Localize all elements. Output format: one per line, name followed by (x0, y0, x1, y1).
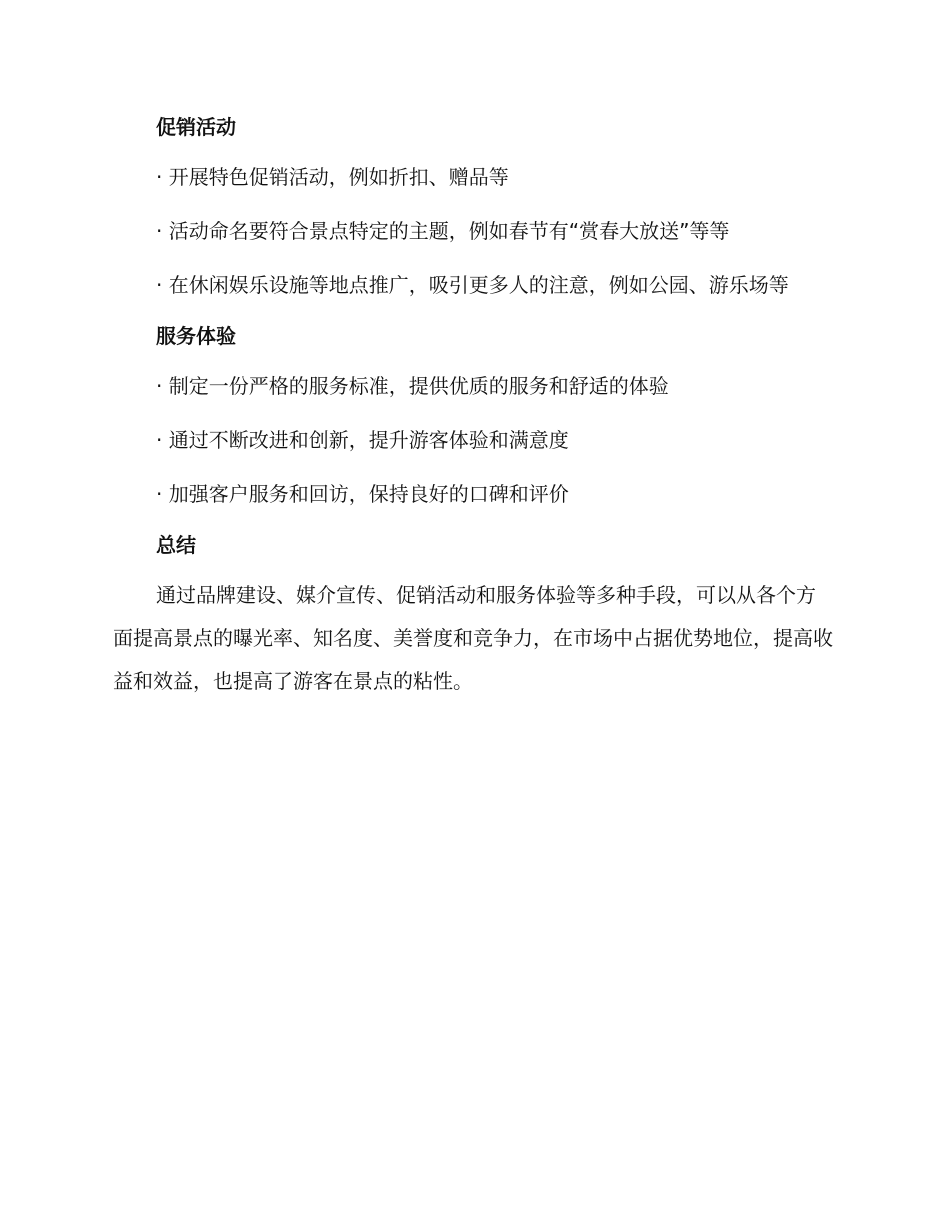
bullet-item: · 活动命名要符合景点特定的主题，例如春节有“赏春大放送”等等 (156, 219, 730, 243)
section-heading-summary: 总结 (156, 533, 196, 557)
bullet-item: · 开展特色促销活动，例如折扣、赠品等 (156, 165, 509, 189)
bullet-item: · 制定一份严格的服务标准，提供优质的服务和舒适的体验 (156, 374, 669, 398)
bullet-item: · 在休闲娱乐设施等地点推广，吸引更多人的注意，例如公园、游乐场等 (156, 273, 789, 297)
document-page (113, 110, 835, 703)
bullet-item: · 通过不断改进和创新，提升游客体验和满意度 (156, 428, 569, 452)
bullet-item: · 加强客户服务和回访，保持良好的口碑和评价 (156, 482, 569, 506)
summary-paragraph: 通过品牌建设、媒介宣传、促销活动和服务体验等多种手段，可以从各个方面提高景点的曝光率、知名度、美誉度和竞争力，在市场中占据优势地位，提高收益和效益，也提高了游客在景点的粘性。 (113, 583, 833, 693)
section-heading-service: 服务体验 (156, 324, 236, 348)
section-heading-promotion: 促销活动 (156, 115, 236, 139)
